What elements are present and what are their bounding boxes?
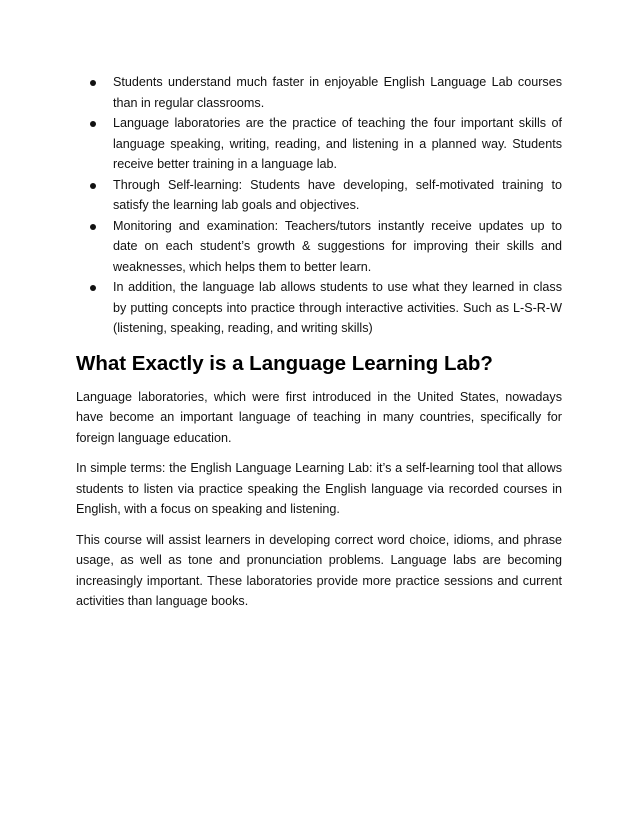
bullet-text: Through Self-learning: Students have developing, self-motivated training to satisfy the learning lab goals and objectives. [113,177,562,212]
paragraph: In simple terms: the English Language Learning Lab: it’s a self-learning tool that allows students to listen via practice speaking the English language via recorded courses in English, with a focus on speaking and listening. [76,461,562,516]
bullet-item [76,113,562,175]
page-content [76,72,562,622]
bullet-dot-icon [90,224,96,230]
bullet-text: Monitoring and examination: Teachers/tutors instantly receive updates up to date on each student’s growth & suggestions for improving their skills and weaknesses, which helps them to better learn. [113,218,562,274]
bullet-item [76,175,562,216]
bullet-dot-icon [90,121,96,127]
section-heading: What Exactly is a Language Learning Lab? [76,351,493,375]
bullet-item [76,277,562,339]
bullet-item [76,216,562,278]
bullet-item [76,72,562,113]
bullet-text: Language laboratories are the practice of teaching the four important skills of language speaking, writing, reading, and listening in a planned way. Students receive better training in a language lab. [113,116,562,171]
paragraph: This course will assist learners in developing correct word choice, idioms, and phrase usage, as well as tone and pronunciation problems. Language labs are becoming increasingly important. These laboratories provide more practice sessions and current activities than language books. [76,532,562,608]
benefits-bullet-list [76,72,562,339]
bullet-dot-icon [90,183,96,189]
paragraph: Language laboratories, which were first introduced in the United States, nowadays have become an important language of teaching in many countries, specifically for foreign language education. [76,389,562,445]
bullet-text: Students understand much faster in enjoyable English Language Lab courses than in regular classrooms. [113,75,562,110]
bullet-dot-icon [90,285,96,291]
bullet-dot-icon [90,80,96,86]
bullet-text: In addition, the language lab allows students to use what they learned in class by putting concepts into practice through interactive activities. Such as L-S-R-W (listening, speaking, reading, and writing skills) [113,280,562,335]
